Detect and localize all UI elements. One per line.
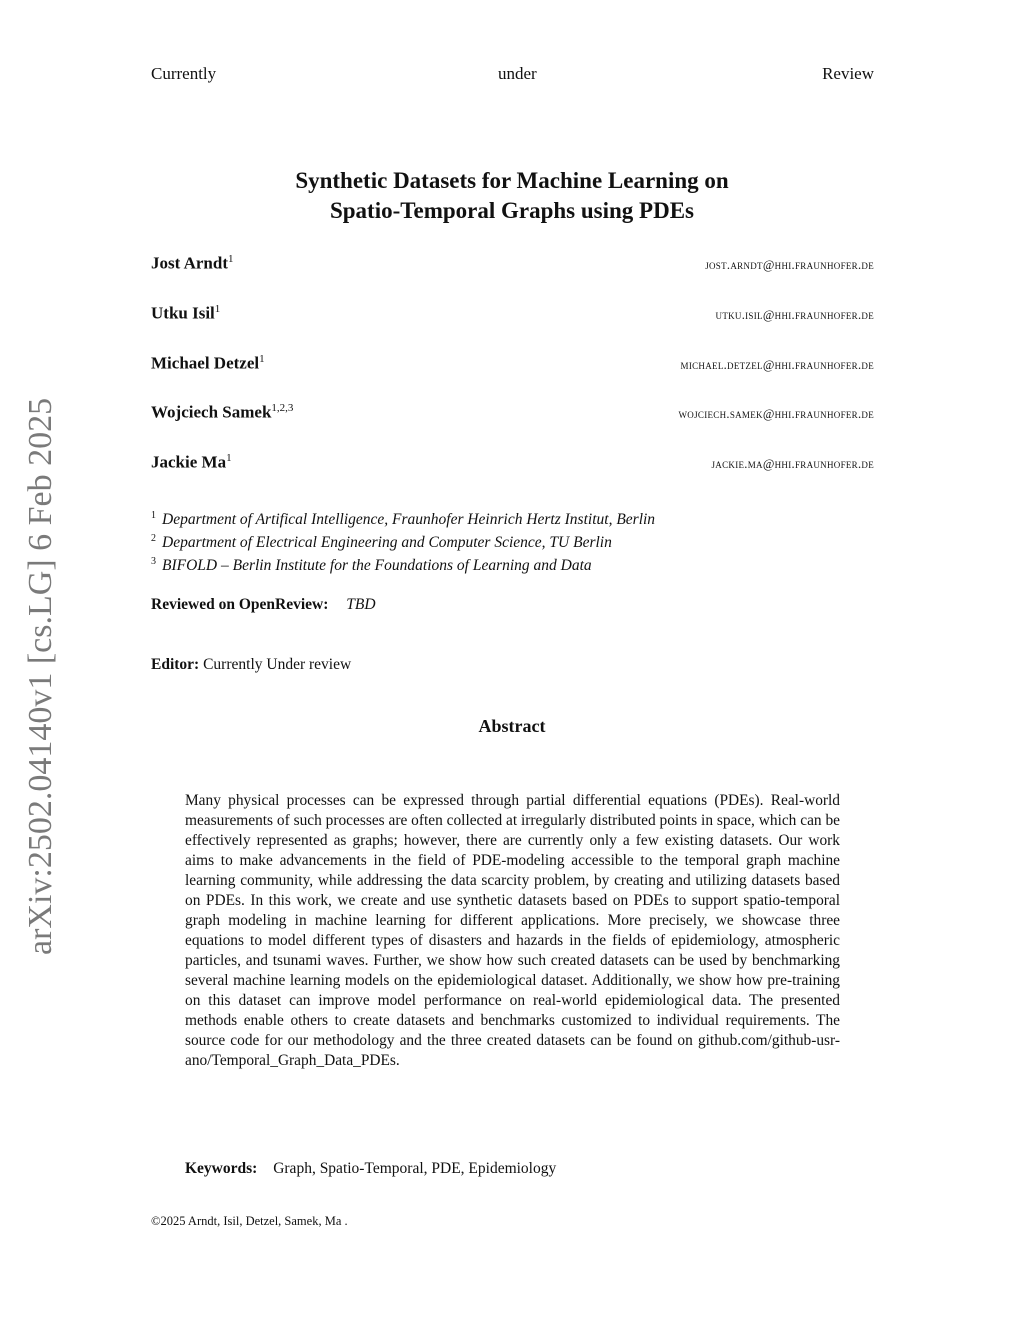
paper-title-line1: Synthetic Datasets for Machine Learning on: [295, 168, 729, 193]
review-value: TBD: [346, 596, 376, 613]
affiliation-text: BIFOLD – Berlin Institute for the Foundations of Learning and Data: [162, 557, 592, 575]
abstract-heading: Abstract: [478, 716, 546, 736]
paper-title-line2: Spatio-Temporal Graphs using PDEs: [329, 198, 695, 223]
author-email[interactable]: wojciech.samek@hhi.fraunhofer.de: [678, 406, 874, 421]
affiliation-num: 2: [151, 533, 156, 544]
affiliation-num: 1: [151, 510, 156, 521]
author-email[interactable]: jackie.ma@hhi.fraunhofer.de: [711, 456, 874, 471]
editor-label: Editor:: [151, 656, 200, 673]
author-name-text: Michael Detzel: [151, 353, 260, 373]
author-row: [151, 303, 874, 327]
affiliation-num: 3: [151, 556, 156, 567]
author-name-text: Utku Isil: [151, 303, 215, 323]
keywords-line: [185, 1160, 556, 1178]
author-email[interactable]: michael.detzel@hhi.fraunhofer.de: [680, 357, 874, 372]
author-sup: 1: [214, 303, 221, 315]
author-name: [151, 353, 265, 374]
author-email[interactable]: jost.arndt@hhi.fraunhofer.de: [705, 257, 874, 272]
affiliation-3: [151, 551, 592, 577]
author-email[interactable]: utku.isil@hhi.fraunhofer.de: [715, 307, 874, 322]
review-line: [151, 596, 376, 614]
author-sup: 1: [227, 253, 234, 265]
author-sup: 1: [226, 452, 232, 464]
author-row: [151, 452, 874, 476]
affiliation-text: Department of Artifical Intelligence, Fraunhofer Heinrich Hertz Institut, Berlin: [162, 511, 656, 529]
keywords-value: Graph, Spatio-Temporal, PDE, Epidemiology: [273, 1160, 557, 1177]
author-name: [151, 253, 233, 274]
author-row: [151, 253, 874, 277]
keywords-label: Keywords:: [185, 1160, 258, 1177]
review-label: Reviewed on OpenReview:: [151, 596, 329, 613]
arxiv-sidebar-stamp: arXiv:2502.04140v1 [cs.LG] 6 Feb 2025: [22, 397, 59, 955]
paper-title: [0, 166, 1024, 226]
running-header-right: Review: [822, 64, 874, 83]
author-name-text: Jost Arndt: [151, 253, 228, 273]
author-name-text: Wojciech Samek: [151, 402, 272, 422]
author-name: [151, 452, 232, 473]
abstract-body: Many physical processes can be expressed through partial differential equations (PDEs). Real-world measurements of such processes are often collected at irregularly distributed points in space, which can be effectively represented as graphs; however, there are currently only a few existing datasets. Our work aims to make advancements in the field of PDE-modeling accessible to the temporal graph machine learning community, while addressing the data scarcity problem, by creating and utilizing datasets based on PDEs. In this work, we create and use synthetic datasets based on PDEs to support spatio-temporal graph modeling in machine learning for different applications. More precisely, we showcase three equations to model different types of disasters and hazards in the fields of epidemiology, atmospheric particles, and tsunami waves. Further, we show how such created datasets can be used by benchmarking several machine learning models on the epidemiological dataset. Additionally, we show how pre-training on this dataset can improve model performance on real-world epidemiological data. The presented methods enable others to create datasets and benchmarks customized to individual requirements. The source code for our methodology and the three created datasets can be found on github.com/github-usr-ano/Temporal_Graph_Data_PDEs.: [185, 792, 840, 1069]
affiliation-text: Department of Electrical Engineering and Computer Science, TU Berlin: [162, 534, 612, 552]
author-name-text: Jackie Ma: [151, 452, 227, 472]
author-row: [151, 353, 874, 377]
running-header-left: Currently: [151, 64, 217, 83]
author-name: [151, 402, 293, 423]
copyright-notice: ©2025 Arndt, Isil, Detzel, Samek, Ma .: [151, 1214, 348, 1228]
author-name: [151, 303, 220, 324]
author-row: [151, 402, 874, 426]
editor-value: Currently Under review: [203, 656, 352, 673]
running-header-middle: under: [498, 64, 537, 83]
author-sup: 1,2,3: [271, 402, 294, 414]
editor-line: [151, 656, 351, 674]
author-sup: 1: [259, 353, 265, 365]
